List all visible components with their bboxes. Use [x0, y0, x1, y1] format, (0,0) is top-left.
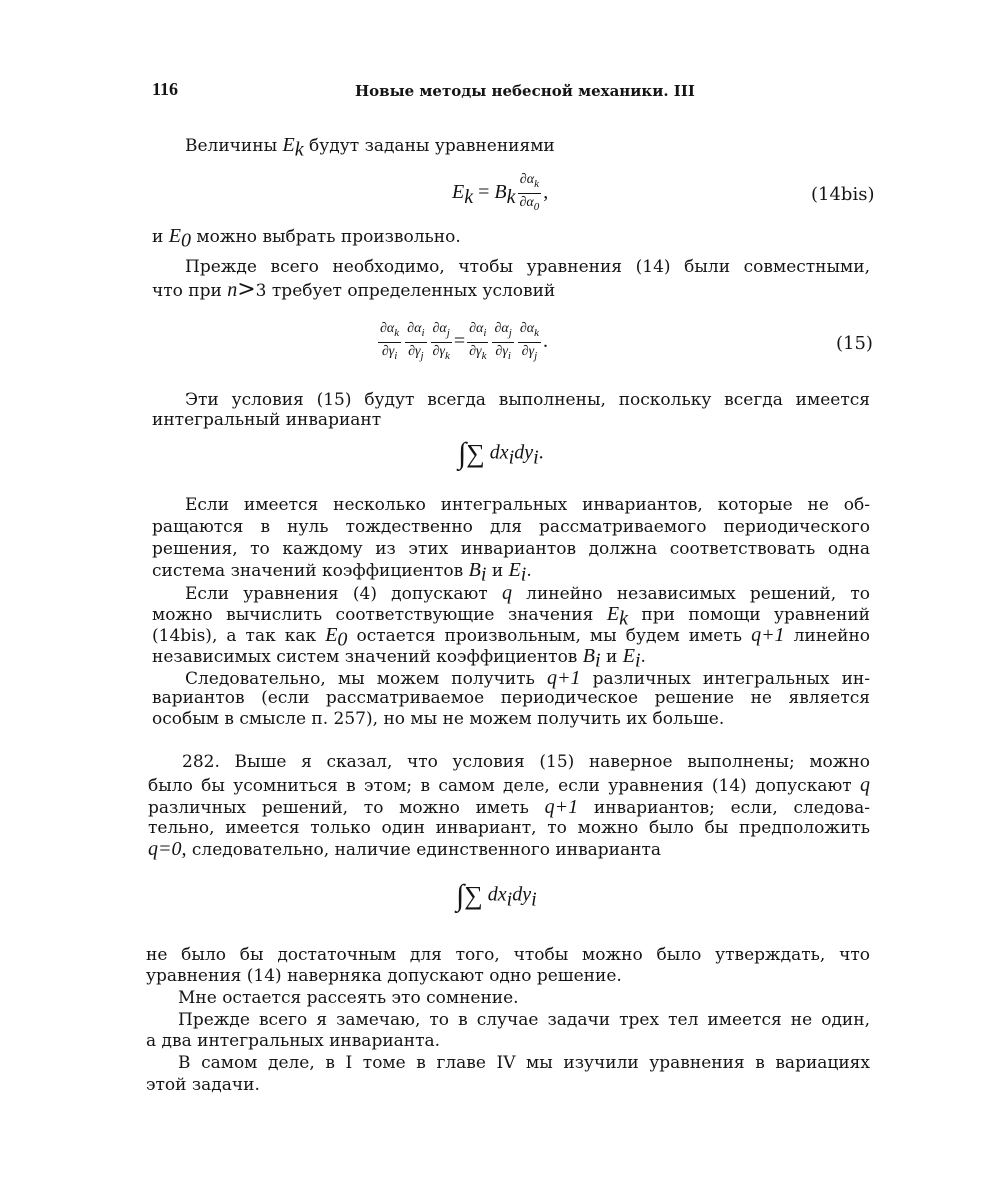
paragraph-8-line-5: q=0, следовательно, наличие единственного инварианта [148, 838, 661, 860]
paragraph-6-line-1: Если уравнения (4) допускают q линейно независимых решений, то [185, 582, 870, 604]
paragraph-11-line-1: Прежде всего я замечаю, то в случае задачи трех тел имеется не один, [178, 1010, 870, 1030]
paragraph-10-line-1: Мне остается рассеять это сомнение. [178, 988, 519, 1008]
paragraph-5-line-1: Если имеется несколько интегральных инвариантов, которые не об- [185, 495, 870, 515]
paragraph-12-line-1: В самом деле, в I томе в главе IV мы изучили уравнения в вариациях [178, 1053, 870, 1073]
page-number: 116 [152, 79, 179, 99]
equation-14bis: $E_k = B_k$ $\frac{\partial\alpha_k}{\partial\alpha_0}$ , [452, 171, 548, 216]
fraction: $\frac{\partial\alpha_k}{\partial\alpha_0}$ [519, 172, 540, 213]
paragraph-1-line-1: Величины $E_k$ будут заданы уравнениями [185, 134, 555, 161]
paragraph-8-line-4: тельно, имеется только один инвариант, то можно было бы предположить [148, 818, 870, 838]
paragraph-9-line-1: не было бы достаточным для того, чтобы можно было утверждать, что [146, 945, 870, 965]
paragraph-11-line-2: а два интегральных инварианта. [146, 1031, 441, 1051]
paragraph-9-line-2: уравнения (14) наверняка допускают одно решение. [146, 966, 622, 986]
integral-invariant-2: ∫∑ $dx_idy_i$ [456, 879, 537, 912]
paragraph-8-line-1: 282. Выше я сказал, что условия (15) наверное выполнены; можно [182, 752, 870, 772]
paragraph-4-line-2: интегральный инвариант [152, 410, 382, 430]
paragraph-7-line-2: вариантов (если рассматриваемое периодическое решение не является [152, 688, 870, 708]
paragraph-5-line-3: решения, то каждому из этих инвариантов должна соответствовать одна [152, 539, 870, 559]
paragraph-6-line-3: (14bis), а так как $E_0$ остается произвольным, мы будем иметь q+1 линейно [152, 624, 871, 651]
paragraph-3-line-2: что при n>3 требует определенных условий [152, 277, 556, 302]
var-e: E [282, 134, 295, 156]
paragraph-7-line-3: особым в смысле п. 257), но мы не можем получить их больше. [152, 709, 725, 729]
paragraph-3-line-1: Прежде всего необходимо, чтобы уравнения (14) были совместными, [185, 257, 870, 277]
running-title: Новые методы небесной механики. III [355, 82, 695, 100]
equation-label-14bis: (14bis) [811, 184, 875, 205]
paragraph-6-line-4: независимых систем значений коэффициентов $B_i$ и $E_i$. [152, 645, 646, 672]
paragraph-4-line-1: Эти условия (15) будут всегда выполнены, поскольку всегда имеется [185, 390, 870, 410]
paragraph-12-line-2: этой задачи. [146, 1075, 260, 1095]
integral-invariant-1: ∫∑ $dx_idy_i$. [458, 437, 544, 470]
paragraph-8-line-3: различных решений, то можно иметь q+1 инвариантов; если, следова- [148, 796, 870, 818]
paragraph-7-line-1: Следовательно, мы можем получить q+1 различных интегральных ин- [185, 667, 871, 689]
paragraph-8-line-2: было бы усомниться в этом; в самом деле, если уравнения (14) допускают q [148, 774, 871, 796]
paragraph-5-line-2: ращаются в нуль тождественно для рассматриваемого периодического [152, 517, 870, 537]
equation-label-15: (15) [836, 333, 873, 354]
paragraph-2-line-1: и $E_0$ можно выбрать произвольно. [152, 225, 461, 252]
paragraph-6-line-2: можно вычислить соответствующие значения $E_k$ при помощи уравнений [152, 603, 871, 630]
paragraph-5-line-4: система значений коэффициентов $B_i$ и $E_i$. [152, 559, 532, 586]
equation-15: $\frac{\partial\alpha_k}{\partial\gamma_i}$ $\frac{\partial\alpha_i}{\partial\gamma_j}$ $\frac{\partial\alpha_j}{\partial\gamma_k}$ = $\frac{\partial\alpha_i}{\partial\gamma_k}$ $\frac{\partial\alpha_j}{\partial\gamma_i}$ $\frac{\partial\alpha_k}{\partial\gamma_j}$ . [380, 321, 548, 362]
